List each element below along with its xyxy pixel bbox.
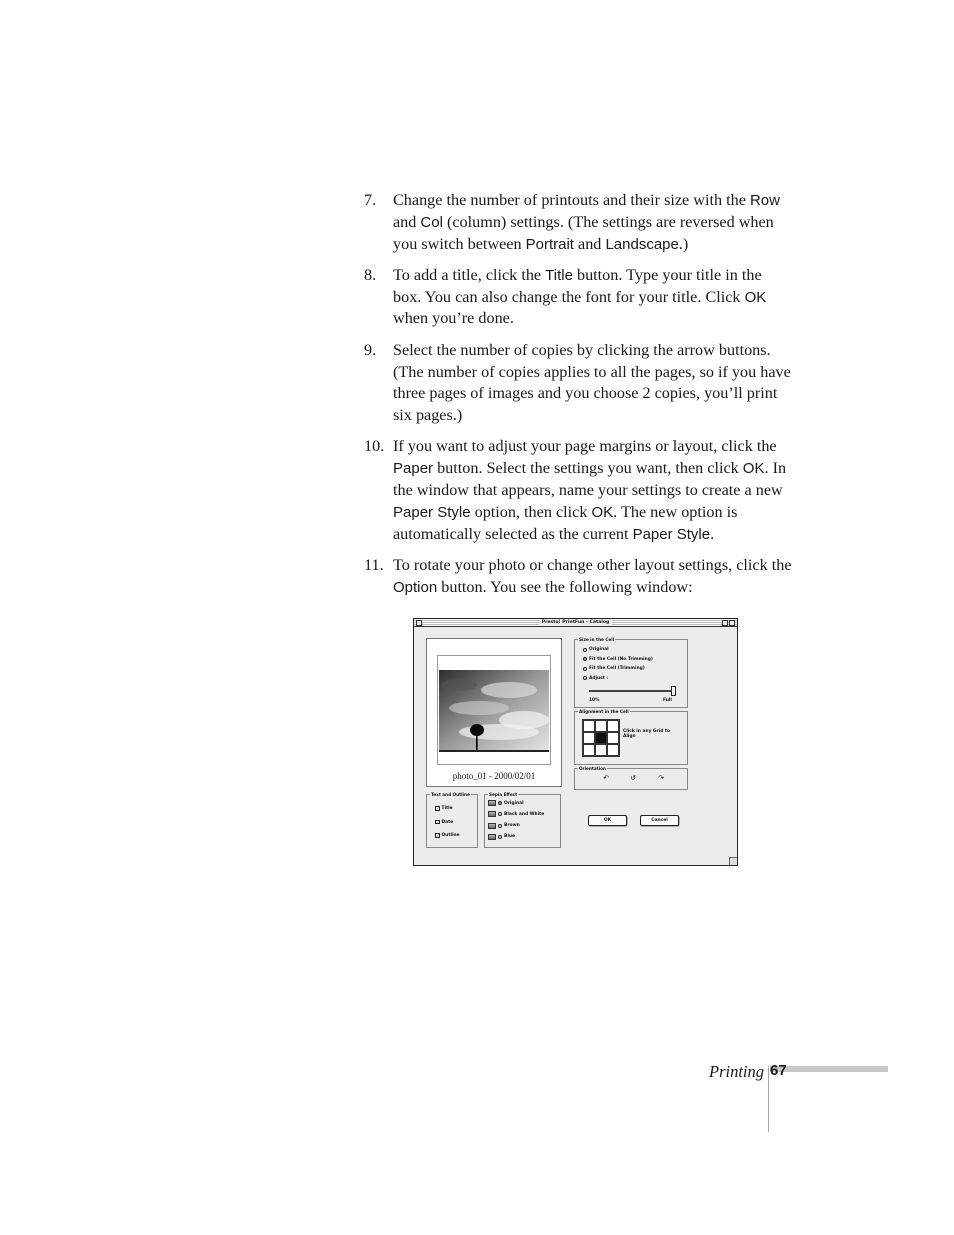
ui-term: Option xyxy=(393,578,438,596)
sky-tree-photo xyxy=(439,670,549,752)
step-item xyxy=(364,555,794,599)
step-text: (column) settings. (The settings are reversed when you switch between xyxy=(393,212,774,253)
ui-term: OK xyxy=(744,288,767,306)
alignment-cell[interactable] xyxy=(595,720,607,732)
alignment-cell[interactable] xyxy=(595,732,607,744)
radio-icon[interactable] xyxy=(583,676,587,680)
alignment-group xyxy=(574,711,688,765)
sepia-group-label: Sepia Effect xyxy=(489,792,518,797)
step-text: and xyxy=(393,212,421,231)
step-text: If you want to adjust your page margins or layout, click the xyxy=(393,437,777,456)
alignment-cell[interactable] xyxy=(583,744,595,756)
sepia-thumbnail-icon xyxy=(488,800,496,806)
text-option-label: Outline xyxy=(441,833,460,838)
radio-icon[interactable] xyxy=(498,801,502,805)
slider-min-label: 10% xyxy=(589,698,600,703)
step-text: when you’re done. xyxy=(393,309,514,328)
alignment-grid[interactable] xyxy=(582,719,620,757)
ui-term: Paper Style xyxy=(632,525,711,543)
radio-icon[interactable] xyxy=(583,657,587,661)
ui-term: Portrait xyxy=(525,235,574,253)
footer-rule xyxy=(768,1066,769,1132)
window-titlebar[interactable] xyxy=(414,619,737,627)
step-text: and xyxy=(573,234,606,253)
text-outline-group xyxy=(426,794,478,848)
size-option-label: Adjust : xyxy=(589,675,609,681)
photo-preview xyxy=(426,638,562,787)
checkbox-icon[interactable]: ✓ xyxy=(436,806,440,812)
size-group-label: Size in the Cell xyxy=(579,637,615,642)
step-text: option, then click xyxy=(470,502,592,521)
ui-term: Paper Style xyxy=(393,503,471,521)
instruction-steps xyxy=(364,190,794,608)
step-number: 10. xyxy=(364,437,385,456)
sepia-option[interactable] xyxy=(488,823,520,829)
step-number: 9. xyxy=(364,340,377,359)
sepia-option-label: Blue xyxy=(504,834,515,840)
text-option-label: Title xyxy=(441,806,453,811)
alignment-group-label: Alignment in the Cell xyxy=(579,709,629,714)
resize-handle-icon[interactable] xyxy=(729,857,737,865)
step-item xyxy=(364,436,794,545)
footer-bar xyxy=(770,1066,888,1072)
catalog-option-window xyxy=(413,618,738,866)
size-option[interactable] xyxy=(583,647,609,652)
ui-term: Title xyxy=(545,266,573,284)
text-outline-group-label: Text and Outline xyxy=(431,792,470,797)
ui-term: Landscape xyxy=(605,235,679,253)
footer-section: Printing xyxy=(709,1062,765,1081)
radio-icon[interactable] xyxy=(583,667,587,671)
size-option[interactable] xyxy=(583,657,653,662)
step-text: button. Type your title in the box. You can also change the font for your title. Click xyxy=(393,265,762,306)
sepia-thumbnail-icon xyxy=(488,823,496,829)
radio-icon[interactable] xyxy=(583,648,587,652)
cancel-button[interactable]: Cancel xyxy=(640,815,679,826)
slider-max-label: Full xyxy=(663,698,672,703)
alignment-cell[interactable] xyxy=(595,744,607,756)
sepia-option[interactable] xyxy=(488,811,544,817)
sepia-option-label: Original xyxy=(504,800,524,806)
size-slider-thumb[interactable] xyxy=(671,686,676,696)
alignment-cell[interactable] xyxy=(607,744,619,756)
ok-button[interactable]: OK xyxy=(588,815,627,826)
ui-term: Paper xyxy=(393,460,434,478)
step-text: button. Select the settings you want, then click xyxy=(433,459,743,478)
radio-icon[interactable] xyxy=(498,824,502,828)
orientation-group-label: Orientation xyxy=(579,766,607,771)
step-text: To add a title, click the xyxy=(393,265,546,284)
step-text: Select the number of copies by clicking the arrow buttons. (The number of copies applies to all the pages, so if you have three pages of images and you choose 2 copies, you’ll print six pages.) xyxy=(393,340,791,425)
ui-term: OK xyxy=(591,503,614,521)
radio-icon[interactable] xyxy=(498,812,502,816)
step-text: . The new option is automatically selected as the current xyxy=(393,502,738,543)
step-item xyxy=(364,340,794,427)
rotate-right-icon[interactable]: ↷ xyxy=(658,774,664,782)
alignment-hint: Click in any Grid to Align xyxy=(623,729,670,739)
sepia-option-label: Black and White xyxy=(504,811,545,817)
step-text: Change the number of printouts and their size with the xyxy=(393,191,750,209)
size-in-cell-group xyxy=(574,639,688,708)
step-number: 7. xyxy=(364,191,377,209)
text-option[interactable] xyxy=(435,806,453,811)
alignment-cell[interactable] xyxy=(607,720,619,732)
rotate-180-icon[interactable]: ↺ xyxy=(630,774,636,782)
photo-caption: photo_01 - 2000/02/01 xyxy=(452,771,536,781)
collapse-box-icon[interactable] xyxy=(729,620,735,626)
size-option-label: Original xyxy=(589,647,609,652)
step-number: 11. xyxy=(364,555,384,574)
size-slider-track[interactable] xyxy=(589,690,673,692)
ui-term: OK xyxy=(742,460,765,478)
sepia-option[interactable] xyxy=(488,834,515,840)
checkbox-icon[interactable]: ✓ xyxy=(436,819,440,825)
alignment-cell[interactable] xyxy=(583,732,595,744)
orientation-group xyxy=(574,768,688,790)
text-option-label: Date xyxy=(441,819,454,825)
sepia-thumbnail-icon xyxy=(488,834,496,840)
checkbox-icon[interactable]: ✓ xyxy=(436,833,440,839)
photo-frame xyxy=(437,655,551,765)
zoom-box-icon[interactable] xyxy=(722,620,728,626)
step-text: . In the window that appears, name your settings to create a new xyxy=(393,459,787,500)
text-option[interactable] xyxy=(435,833,460,838)
size-option-label: Fit the Cell (Trimming) xyxy=(589,666,645,671)
size-option[interactable] xyxy=(583,676,608,681)
sepia-option-label: Brown xyxy=(504,823,520,829)
sepia-effect-group xyxy=(484,794,561,848)
ui-term: Row xyxy=(749,192,780,209)
step-item xyxy=(364,190,794,255)
step-text: button. You see the following window: xyxy=(437,577,693,596)
radio-icon[interactable] xyxy=(498,835,502,839)
step-number: 8. xyxy=(364,265,377,284)
alignment-cell[interactable] xyxy=(607,732,619,744)
page-number: 67 xyxy=(770,1062,787,1079)
step-text: . xyxy=(710,524,715,543)
step-text: To rotate your photo or change other layout settings, click the xyxy=(393,555,792,574)
size-option-label: Fit the Cell (No Trimming) xyxy=(589,656,653,662)
window-title: Presto! PrintFun - Catalog xyxy=(539,619,613,626)
sepia-option[interactable] xyxy=(488,800,524,806)
close-box-icon[interactable] xyxy=(416,620,422,626)
step-text: .) xyxy=(678,234,689,253)
rotate-left-icon[interactable]: ↶ xyxy=(603,774,609,782)
alignment-cell[interactable] xyxy=(583,720,595,732)
ui-term: Col xyxy=(420,213,443,231)
step-item xyxy=(364,265,794,330)
text-option[interactable] xyxy=(435,820,453,825)
sepia-thumbnail-icon xyxy=(488,811,496,817)
size-option[interactable] xyxy=(583,666,645,671)
